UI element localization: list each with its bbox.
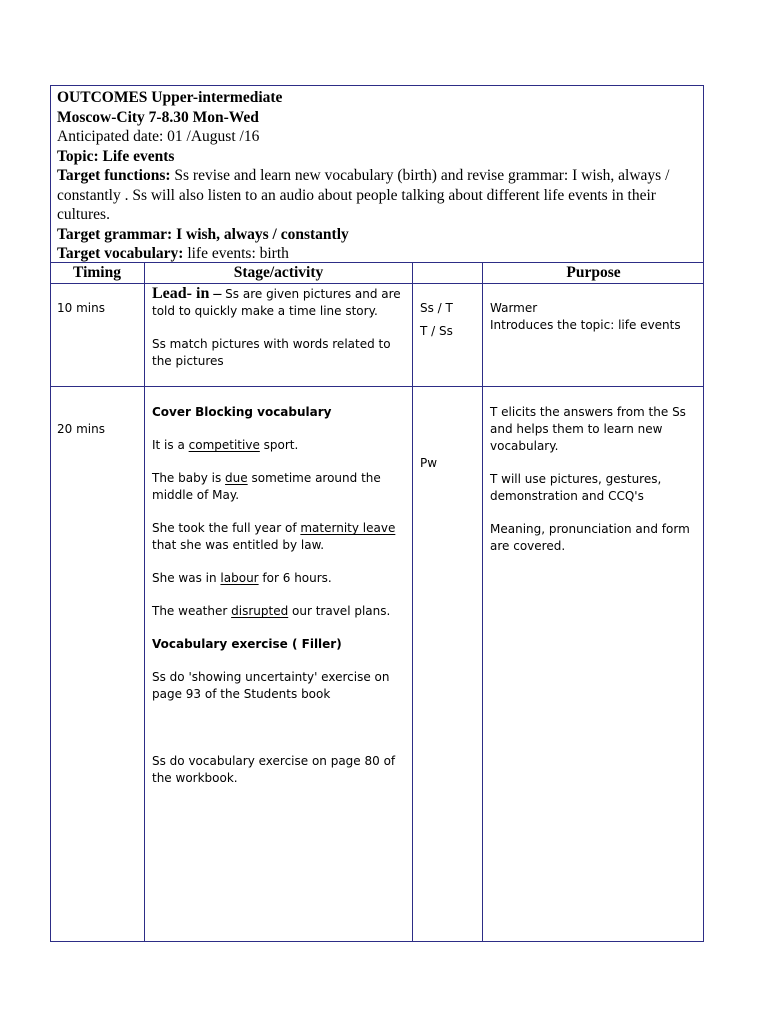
- lesson-plan-table: [50, 85, 704, 942]
- row1-interaction: [420, 300, 480, 340]
- column-header-timing: Timing: [73, 264, 121, 281]
- row2-stage: [152, 404, 408, 787]
- row2-purpose: [490, 404, 700, 555]
- row1-purpose: [490, 300, 700, 334]
- column-header-stage: Stage/activity: [233, 264, 324, 281]
- topic-line: [57, 147, 697, 167]
- lead-in-title: Lead- in –: [152, 285, 222, 302]
- lesson-header: [57, 88, 697, 264]
- anticipated-date: Anticipated date: 01 /August /16: [57, 128, 260, 145]
- vocabulary-exercise-title: Vocabulary exercise ( Filler): [152, 637, 342, 651]
- target-vocabulary: [57, 244, 697, 264]
- table-border-bottom: [50, 941, 704, 942]
- row1-stage: [152, 285, 408, 370]
- column-header-purpose: Purpose: [566, 264, 621, 281]
- schedule: Moscow-City 7-8.30 Mon-Wed: [57, 108, 259, 126]
- functions-label: Target functions:: [57, 167, 171, 184]
- vocab-maternity-leave: maternity leave: [300, 521, 396, 535]
- vocab-value: life events: birth: [183, 245, 289, 262]
- exercise-workbook: Ss do vocabulary exercise on page 80 of the workbook.: [152, 754, 396, 785]
- sentence-disrupted: The weather disrupted our travel plans.: [152, 604, 391, 618]
- sentence-due: The baby is due sometime around the middle of May.: [152, 471, 381, 502]
- table-border-top: [50, 85, 704, 86]
- target-functions: [57, 166, 697, 225]
- course-title: OUTCOMES Upper-intermediate: [57, 89, 283, 106]
- table-border-left: [50, 85, 51, 942]
- sentence-maternity-leave: She took the full year of maternity leave that she was entitled by law.: [152, 521, 396, 552]
- lead-in-body: Ss are given pictures and are told to quickly make a time line story.: [152, 287, 401, 318]
- row2-timing: 20 mins: [57, 422, 105, 436]
- purpose-warmer: Warmer: [490, 301, 538, 315]
- row2-interaction: Pw: [420, 456, 438, 470]
- interaction-ss-t: Ss / T: [420, 301, 453, 315]
- cover-blocking-title: Cover Blocking vocabulary: [152, 405, 332, 419]
- purpose-elicits: T elicits the answers from the Ss and helps them to learn new vocabulary.: [490, 405, 686, 453]
- target-grammar: [57, 225, 697, 245]
- purpose-introduces-topic: Introduces the topic: life events: [490, 318, 681, 332]
- topic-value: Life events: [102, 147, 175, 165]
- vocab-competitive: competitive: [188, 438, 260, 452]
- purpose-pictures-gestures: T will use pictures, gestures, demonstration and CCQ's: [490, 472, 662, 503]
- vocab-label: Target vocabulary:: [57, 245, 184, 262]
- purpose-meaning-form: Meaning, pronunciation and form are covered.: [490, 522, 690, 553]
- row1-timing: 10 mins: [57, 301, 105, 315]
- functions-text: Ss revise and learn new vocabulary (birth) and revise grammar: I wish, always / constantly . Ss will also listen to an audio about people talking about different life events in their cultures.: [57, 167, 670, 223]
- interaction-t-ss: T / Ss: [420, 324, 453, 338]
- vocab-labour: labour: [220, 571, 259, 585]
- row-divider: [50, 386, 704, 387]
- match-pictures-text: Ss match pictures with words related to the pictures: [152, 337, 391, 368]
- column-divider-1: [144, 262, 145, 942]
- sentence-competitive: It is a competitive sport.: [152, 438, 299, 452]
- column-divider-3: [482, 262, 483, 942]
- topic-label: Topic:: [57, 147, 99, 165]
- column-header-interaction: [413, 263, 482, 283]
- vocab-due: due: [225, 471, 248, 485]
- grammar-label: Target grammar:: [57, 225, 173, 243]
- table-border-right: [703, 85, 704, 942]
- column-header-divider: [50, 283, 704, 284]
- lead-in-text: [152, 285, 408, 320]
- sentence-labour: She was in labour for 6 hours.: [152, 571, 332, 585]
- vocab-disrupted: disrupted: [231, 604, 289, 618]
- grammar-value: I wish, always / constantly: [172, 225, 349, 243]
- exercise-students-book: Ss do 'showing uncertainty' exercise on page 93 of the Students book: [152, 670, 390, 701]
- column-divider-2: [412, 262, 413, 942]
